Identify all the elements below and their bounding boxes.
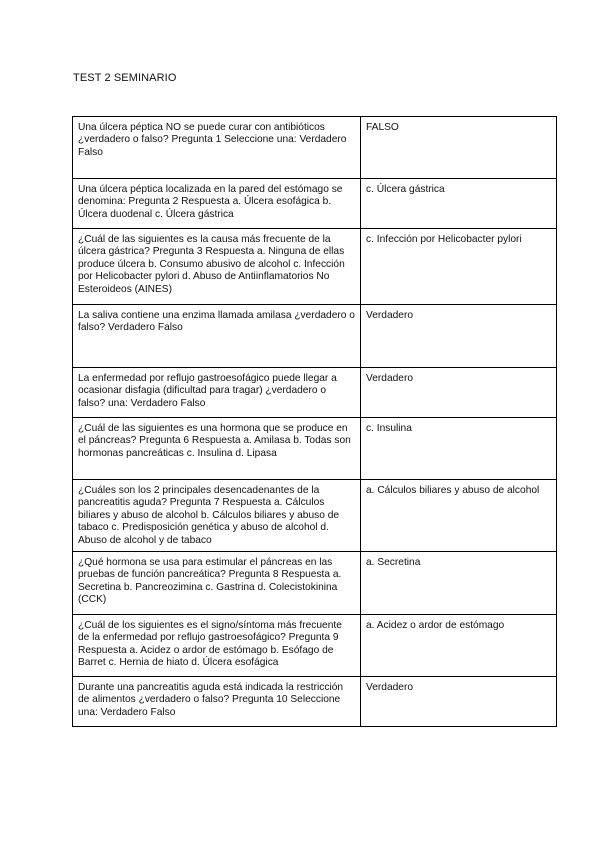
document-title: TEST 2 SEMINARIO <box>73 72 177 84</box>
question-cell: Durante una pancreatitis aguda está indicada la restricción de alimentos ¿verdadero o falso? Pregunta 10 Seleccione una: Verdadero Falso <box>73 677 361 727</box>
answer-cell: a. Secretina <box>361 552 557 615</box>
qa-table <box>72 116 557 727</box>
question-cell: ¿Cuál de los siguientes es el signo/síntoma más frecuente de la enfermedad por reflujo gastroesofágico? Pregunta 9 Respuesta a. Acidez o ardor de estómago b. Esófago de Barret c. Hernia de hiato d. Úlcera esofágica <box>73 615 361 677</box>
answer-cell: c. Insulina <box>361 418 557 480</box>
question-cell: La saliva contiene una enzima llamada amilasa ¿verdadero o falso? Verdadero Falso <box>73 305 361 368</box>
question-cell: ¿Cuáles son los 2 principales desencadenantes de la pancreatitis aguda? Pregunta 7 Respuesta a. Cálculos biliares y abuso de alcohol b. Cálculos biliares y abuso de tabaco c. Predisposición genética y abuso de alcohol d. Abuso de alcohol y de tabaco <box>73 480 361 552</box>
question-cell: ¿Cuál de las siguientes es una hormona que se produce en el páncreas? Pregunta 6 Respuesta a. Amilasa b. Todas son hormonas pancreáticas c. Insulina d. Lipasa <box>73 418 361 480</box>
answer-cell: Verdadero <box>361 677 557 727</box>
table-row <box>73 229 557 305</box>
table-row <box>73 677 557 727</box>
table-row <box>73 552 557 615</box>
question-cell: ¿Cuál de las siguientes es la causa más frecuente de la úlcera gástrica? Pregunta 3 Respuesta a. Ninguna de ellas produce úlcera b. Consumo abusivo de alcohol c. Infección por Helicobacter pylori d. Abuso de Antiinflamatorios No Esteroideos (AINES) <box>73 229 361 305</box>
answer-cell: a. Acidez o ardor de estómago <box>361 615 557 677</box>
question-cell: Una úlcera péptica localizada en la pared del estómago se denomina: Pregunta 2 Respuesta a. Úlcera esofágica b. Úlcera duodenal c. Úlcera gástrica <box>73 179 361 229</box>
question-cell: ¿Qué hormona se usa para estimular el páncreas en las pruebas de función pancreática? Pregunta 8 Respuesta a. Secretina b. Pancreozimina c. Gastrina d. Colecistokinina (CCK) <box>73 552 361 615</box>
table-row <box>73 368 557 418</box>
table-row <box>73 179 557 229</box>
question-cell: La enfermedad por reflujo gastroesofágico puede llegar a ocasionar disfagia (dificultad para tragar) ¿verdadero o falso? una: Verdadero Falso <box>73 368 361 418</box>
answer-cell: c. Úlcera gástrica <box>361 179 557 229</box>
table-row <box>73 418 557 480</box>
table-row <box>73 615 557 677</box>
table-row <box>73 117 557 179</box>
answer-cell: FALSO <box>361 117 557 179</box>
answer-cell: a. Cálculos biliares y abuso de alcohol <box>361 480 557 552</box>
answer-cell: Verdadero <box>361 368 557 418</box>
question-cell: Una úlcera péptica NO se puede curar con antibióticos ¿verdadero o falso? Pregunta 1 Seleccione una: Verdadero Falso <box>73 117 361 179</box>
answer-cell: Verdadero <box>361 305 557 368</box>
table-row <box>73 480 557 552</box>
table-row <box>73 305 557 368</box>
answer-cell: c. Infección por Helicobacter pylori <box>361 229 557 305</box>
